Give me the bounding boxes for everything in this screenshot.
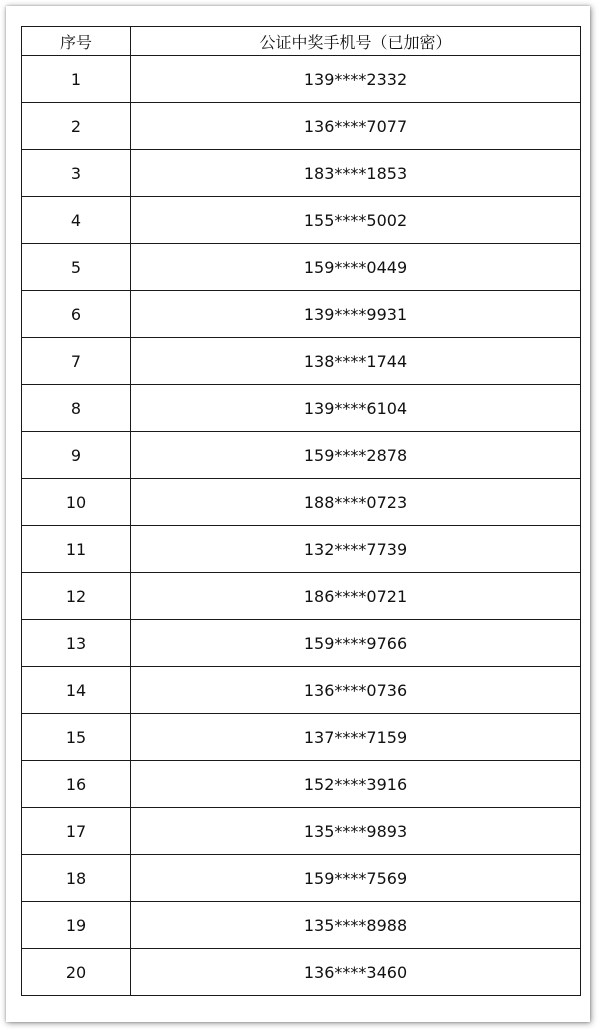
table-row xyxy=(22,432,581,479)
masked-phone-cell: 152****3916 xyxy=(131,761,581,808)
table-row xyxy=(22,103,581,150)
table-row xyxy=(22,291,581,338)
table-row xyxy=(22,573,581,620)
table-row xyxy=(22,244,581,291)
header-row xyxy=(22,27,581,56)
row-index-cell: 19 xyxy=(22,902,131,949)
table-row xyxy=(22,808,581,855)
table-row xyxy=(22,479,581,526)
masked-phone-cell: 136****0736 xyxy=(131,667,581,714)
masked-phone-cell: 159****9766 xyxy=(131,620,581,667)
document-page xyxy=(6,6,590,1022)
masked-phone-cell: 159****0449 xyxy=(131,244,581,291)
masked-phone-cell: 139****9931 xyxy=(131,291,581,338)
table-row xyxy=(22,761,581,808)
table-row xyxy=(22,56,581,103)
winners-table xyxy=(21,26,581,996)
row-index-cell: 10 xyxy=(22,479,131,526)
masked-phone-cell: 139****2332 xyxy=(131,56,581,103)
masked-phone-cell: 136****3460 xyxy=(131,949,581,996)
row-index-cell: 17 xyxy=(22,808,131,855)
row-index-cell: 7 xyxy=(22,338,131,385)
masked-phone-cell: 159****2878 xyxy=(131,432,581,479)
masked-phone-cell: 135****9893 xyxy=(131,808,581,855)
table-row xyxy=(22,620,581,667)
row-index-cell: 11 xyxy=(22,526,131,573)
row-index-cell: 18 xyxy=(22,855,131,902)
table-row xyxy=(22,526,581,573)
row-index-cell: 15 xyxy=(22,714,131,761)
table-header xyxy=(22,27,581,56)
masked-phone-cell: 188****0723 xyxy=(131,479,581,526)
table-row xyxy=(22,150,581,197)
table-body xyxy=(22,56,581,996)
table-row xyxy=(22,385,581,432)
masked-phone-cell: 159****7569 xyxy=(131,855,581,902)
row-index-cell: 9 xyxy=(22,432,131,479)
masked-phone-cell: 132****7739 xyxy=(131,526,581,573)
row-index-cell: 1 xyxy=(22,56,131,103)
table-row xyxy=(22,949,581,996)
row-index-cell: 13 xyxy=(22,620,131,667)
table-row xyxy=(22,714,581,761)
masked-phone-cell: 183****1853 xyxy=(131,150,581,197)
row-index-cell: 2 xyxy=(22,103,131,150)
masked-phone-cell: 155****5002 xyxy=(131,197,581,244)
row-index-cell: 4 xyxy=(22,197,131,244)
table-row xyxy=(22,902,581,949)
table-row xyxy=(22,667,581,714)
masked-phone-cell: 135****8988 xyxy=(131,902,581,949)
row-index-cell: 16 xyxy=(22,761,131,808)
masked-phone-cell: 136****7077 xyxy=(131,103,581,150)
row-index-cell: 20 xyxy=(22,949,131,996)
index-column-header: 序号 xyxy=(22,27,131,56)
table-row xyxy=(22,197,581,244)
table-row xyxy=(22,338,581,385)
masked-phone-cell: 138****1744 xyxy=(131,338,581,385)
masked-phone-cell: 137****7159 xyxy=(131,714,581,761)
masked-phone-cell: 186****0721 xyxy=(131,573,581,620)
row-index-cell: 6 xyxy=(22,291,131,338)
table-row xyxy=(22,855,581,902)
row-index-cell: 8 xyxy=(22,385,131,432)
row-index-cell: 12 xyxy=(22,573,131,620)
phone-column-header: 公证中奖手机号（已加密） xyxy=(131,27,581,56)
row-index-cell: 3 xyxy=(22,150,131,197)
row-index-cell: 14 xyxy=(22,667,131,714)
row-index-cell: 5 xyxy=(22,244,131,291)
masked-phone-cell: 139****6104 xyxy=(131,385,581,432)
